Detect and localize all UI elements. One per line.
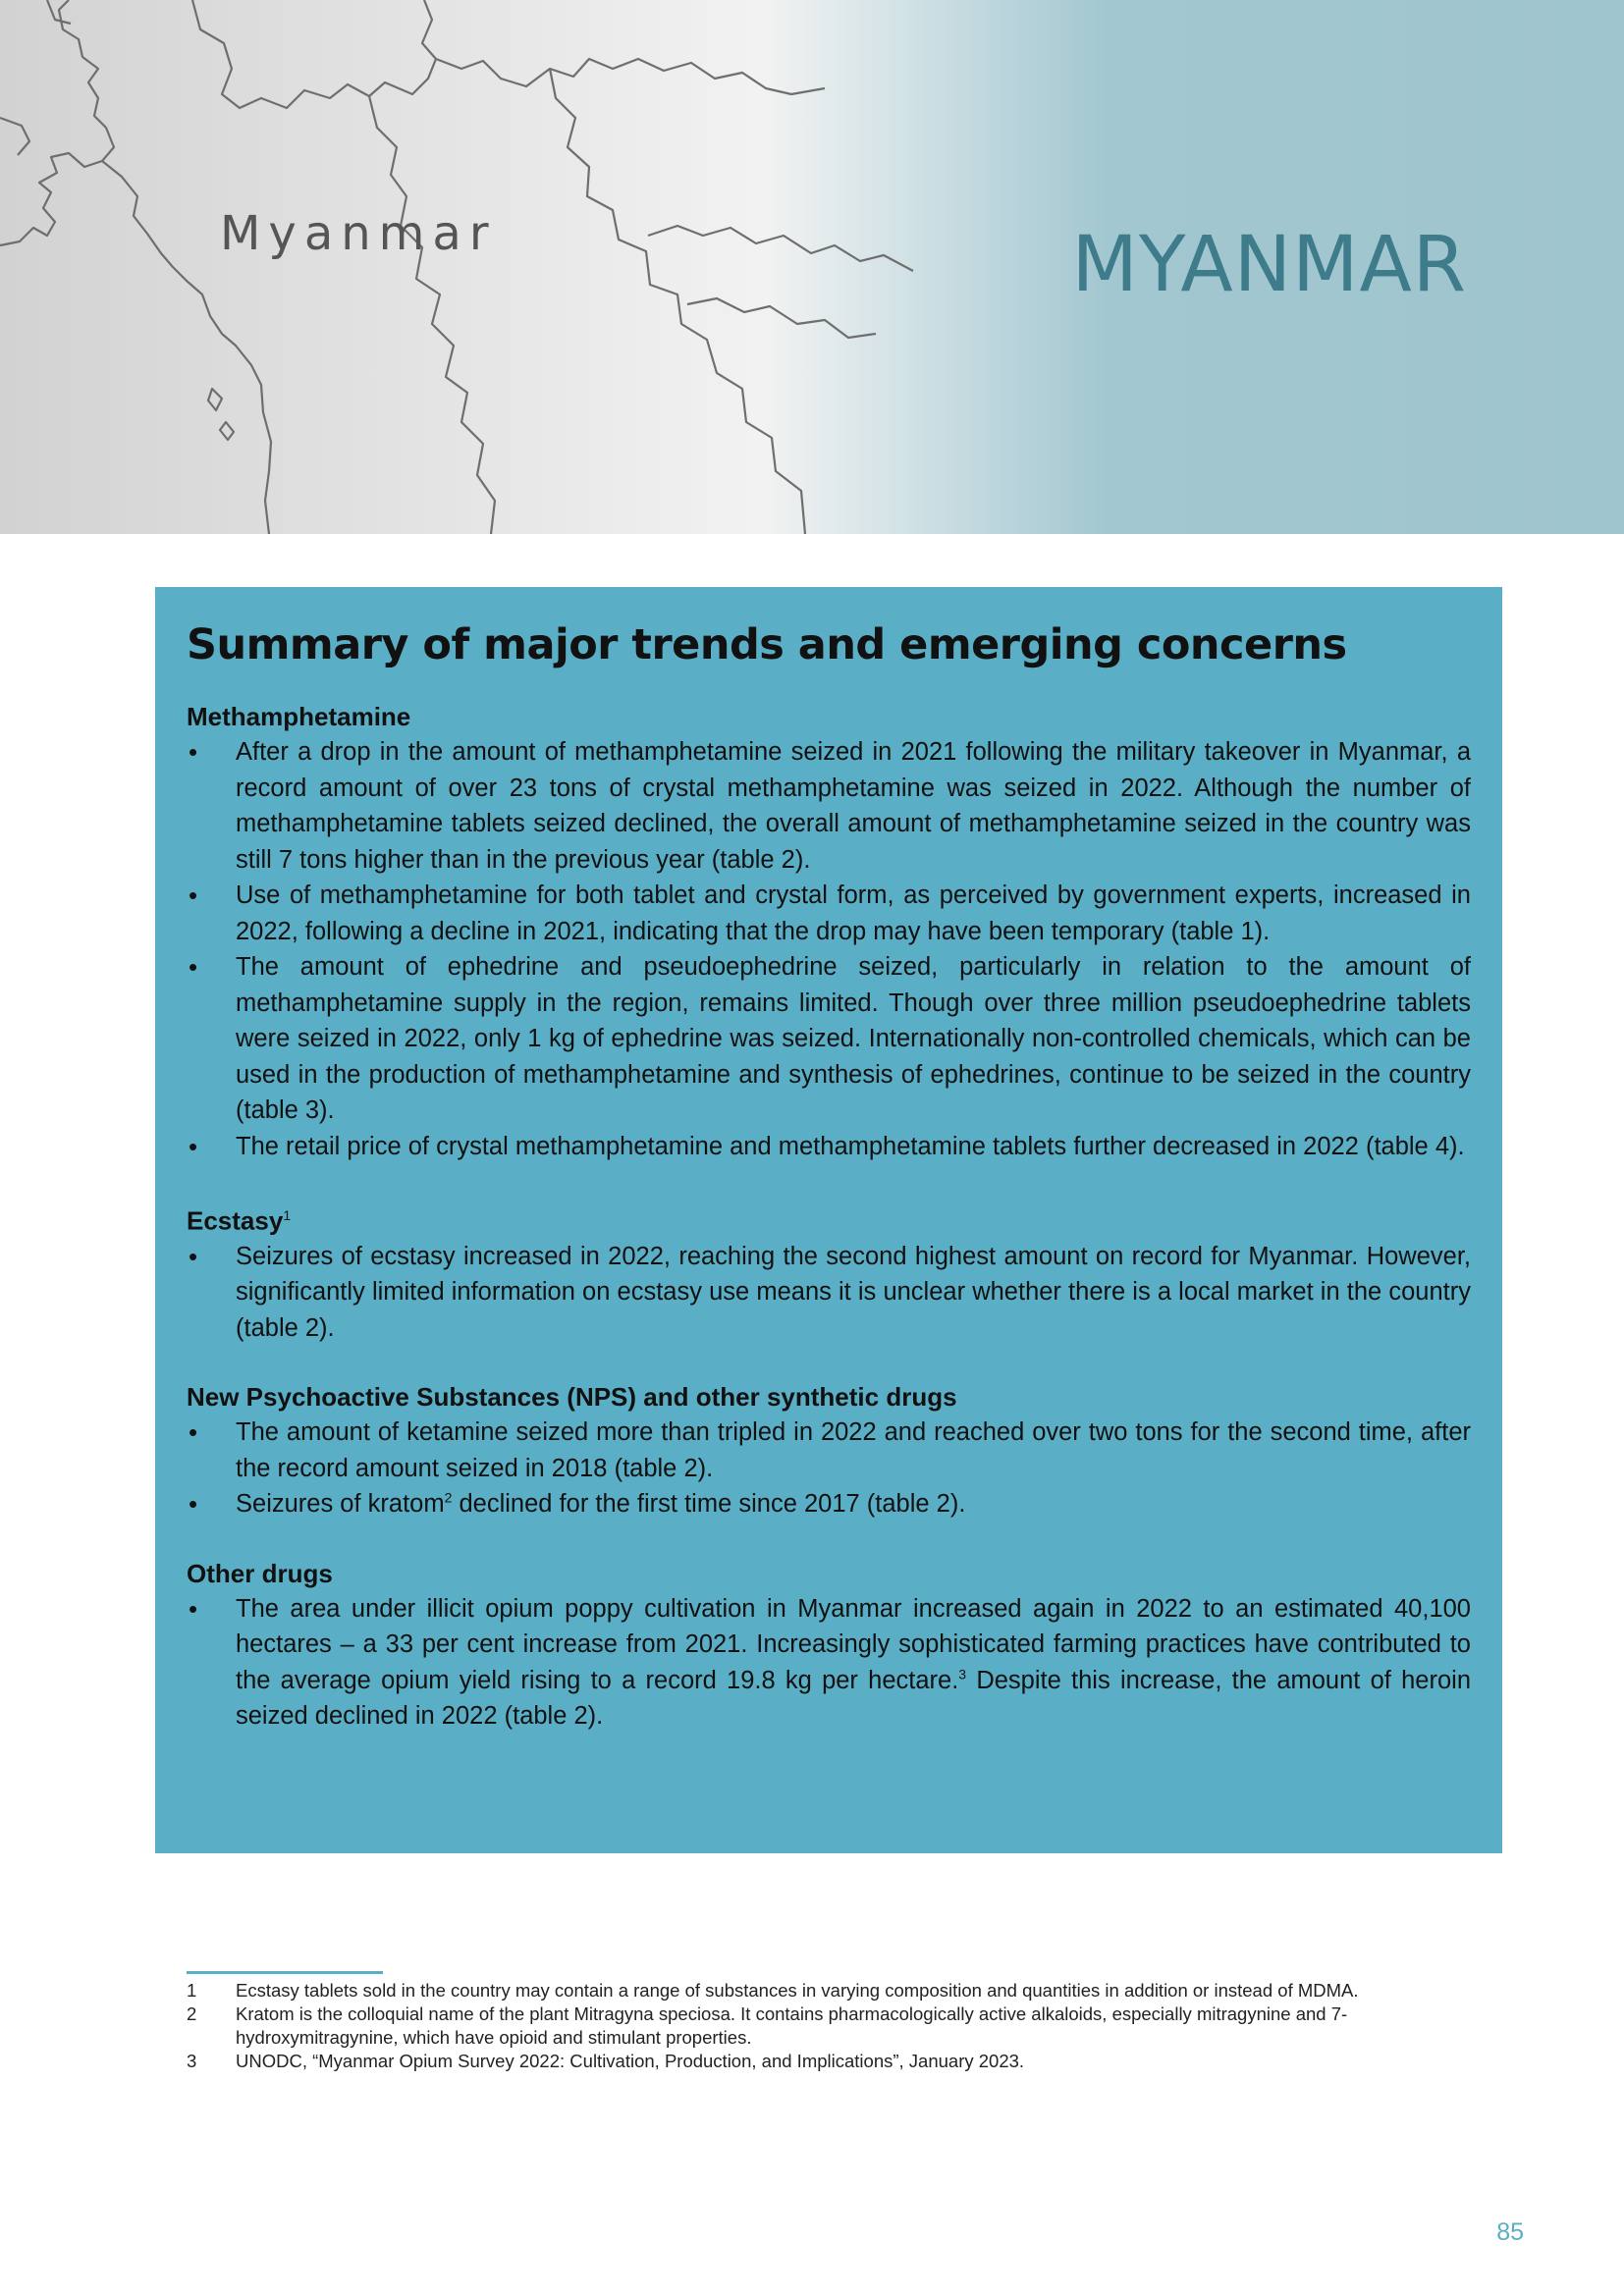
bullet-icon: • <box>189 1593 198 1624</box>
list-item-text: Seizures of kratom <box>236 1490 445 1519</box>
list-item <box>187 1129 1471 1165</box>
summary-heading: Summary of major trends and emerging concerns <box>187 620 1347 669</box>
list-item-text: After a drop in the amount of methamphetamine seized in 2021 following the military takeover in Myanmar, a record amount of over 23 tons of crystal methamphetamine was seized in 2022. Although the number of methamphetamine tablets seized declined, the overall amount of methamphetamine seized in the country was still 7 tons higher than in the previous year (table 2). <box>236 738 1471 874</box>
footnote <box>187 1979 1463 2002</box>
footnote-number: 2 <box>187 2003 197 2024</box>
footnote-ref[interactable]: 2 <box>444 1489 453 1506</box>
bullet-icon: • <box>189 1417 198 1448</box>
list-item <box>187 949 1471 1129</box>
footnote-number: 1 <box>187 1980 197 2001</box>
list-item <box>187 734 1471 878</box>
footnote-text: Kratom is the colloquial name of the plant Mitragyna speciosa. It contains pharmacologically active alkaloids, especially mitragynine and 7-hydroxymitragynine, which have opioid and stimulant properties. <box>236 2003 1348 2048</box>
footnote <box>187 2050 1463 2073</box>
list-item <box>187 878 1471 949</box>
footnote-text: UNODC, “Myanmar Opium Survey 2022: Cultivation, Production, and Implications”, January 2023. <box>236 2051 1025 2071</box>
bullet-icon: • <box>189 952 198 982</box>
bullet-list <box>187 1239 1471 1347</box>
bullet-icon: • <box>189 737 198 767</box>
footnote-number: 3 <box>187 2051 197 2071</box>
list-item <box>187 1591 1471 1735</box>
bullet-icon: • <box>189 1241 198 1271</box>
footnote-divider <box>187 1971 383 1974</box>
section-methamphetamine <box>187 699 1471 1164</box>
list-item-text: Use of methamphetamine for both tablet and crystal form, as perceived by government experts, increased in 2022, following a decline in 2021, indicating that the drop may have been temporary (table 1). <box>236 881 1471 945</box>
footnote-ref[interactable]: 3 <box>958 1666 967 1682</box>
list-item-text: The amount of ketamine seized more than tripled in 2022 and reached over two tons for the second time, after the record amount seized in 2018 (table 2). <box>236 1418 1471 1482</box>
map-label: Myanmar <box>220 206 497 261</box>
footnote-text: Ecstasy tablets sold in the country may contain a range of substances in varying composition and quantities in addition or instead of MDMA. <box>236 1980 1359 2001</box>
bullet-icon: • <box>189 1131 198 1161</box>
section-other-drugs <box>187 1556 1471 1735</box>
list-item-text: The area under illicit opium poppy cultivation in Myanmar increased again in 2022 to an estimated 40,100 hectares – a 33 per cent increase from 2021. Increasingly sophisticated farming practices have contributed to the average opium yield rising to a record 19.8 kg per hectare. <box>236 1594 1471 1694</box>
bullet-list <box>187 1415 1471 1522</box>
section-ecstasy <box>187 1198 1471 1346</box>
footnotes <box>187 1979 1463 2073</box>
footnote-ref[interactable]: 1 <box>283 1207 292 1223</box>
country-title: MYANMAR <box>1071 221 1467 309</box>
bullet-list <box>187 734 1471 1164</box>
summary-box <box>155 587 1502 1853</box>
list-item <box>187 1415 1471 1486</box>
list-item <box>187 1486 1471 1522</box>
page-number: 85 <box>1496 2218 1524 2246</box>
section-title: Other drugs <box>187 1558 333 1588</box>
list-item-text: Seizures of ecstasy increased in 2022, reaching the second highest amount on record for Myanmar. However, significantly limited information on ecstasy use means it is unclear whether there is a local market in the country (table 2). <box>236 1242 1471 1342</box>
list-item-text: Despite this increase, the amount of heroin seized declined in 2022 (table 2). <box>236 1666 1471 1731</box>
bullet-icon: • <box>189 1489 198 1520</box>
section-title: Methamphetamine <box>187 702 411 731</box>
list-item-text: declined for the first time since 2017 (table 2). <box>452 1490 966 1519</box>
list-item-text: The amount of ephedrine and pseudoephedrine seized, particularly in relation to the amount of methamphetamine supply in the region, remains limited. Though over three million pseudoephedrine tablets were seized in 2022, only 1 kg of ephedrine was seized. Internationally non-controlled chemicals, which can be used in the production of methamphetamine and synthesis of ephedrines, continue to be seized in the country (table 3). <box>236 953 1471 1124</box>
section-nps <box>187 1379 1471 1522</box>
footnote <box>187 2002 1463 2050</box>
section-title: New Psychoactive Substances (NPS) and other synthetic drugs <box>187 1382 957 1413</box>
section-title-text: Ecstasy <box>187 1205 284 1236</box>
list-item-text: The retail price of crystal methamphetamine and methamphetamine tablets further decreased in 2022 (table 4). <box>236 1132 1465 1160</box>
bullet-icon: • <box>189 881 198 910</box>
section-title <box>187 1198 1471 1239</box>
list-item <box>187 1239 1471 1347</box>
header-banner <box>0 0 1624 534</box>
bullet-list <box>187 1591 1471 1735</box>
